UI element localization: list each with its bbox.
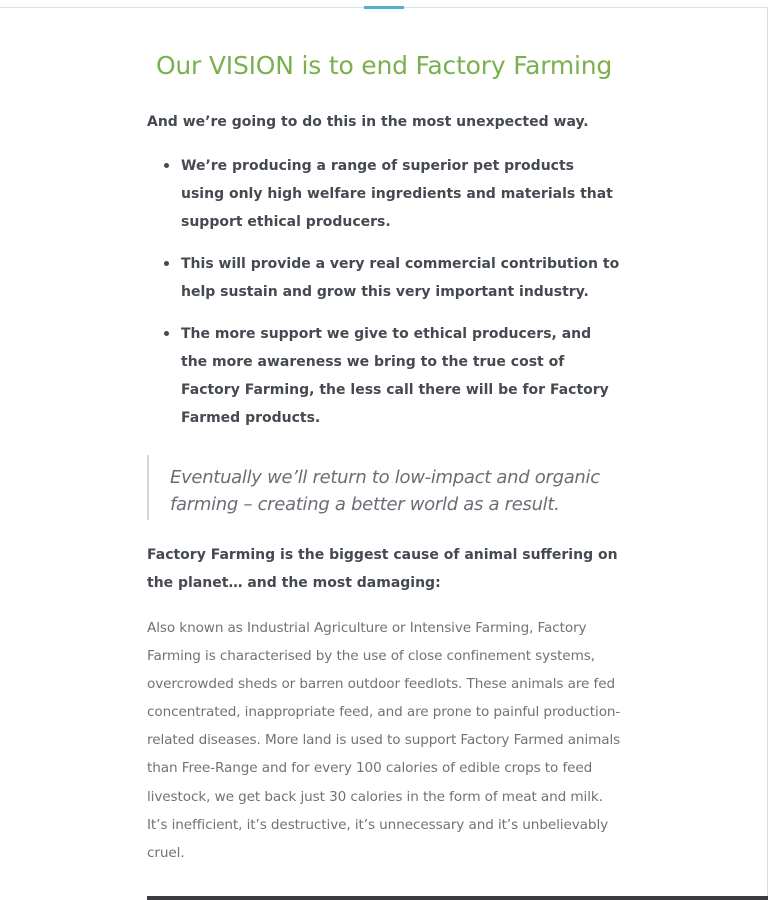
list-item-text: We’re producing a range of superior pet products using only high welfare ingredients and materials that support ethical producers.	[181, 158, 613, 230]
list-item	[147, 250, 621, 306]
list-item	[147, 152, 621, 236]
vision-bullet-list	[147, 152, 621, 446]
bullet-icon	[164, 163, 169, 168]
pull-quote-text: Eventually we’ll return to low-impact and organic farming – creating a better world as a result.	[170, 467, 600, 515]
bullet-icon	[164, 261, 169, 266]
bullet-icon	[164, 331, 169, 336]
list-item-text: The more support we give to ethical producers, and the more awareness we bring to the true cost of Factory Farming, the less call there will be for Factory Farmed products.	[181, 326, 609, 426]
page-title: Our VISION is to end Factory Farming	[155, 51, 613, 80]
section-indicator	[364, 6, 404, 9]
intro-text: And we’re going to do this in the most unexpected way.	[147, 114, 589, 130]
list-item-text: This will provide a very real commercial contribution to help sustain and grow this very important industry.	[181, 256, 620, 300]
body-paragraph: Also known as Industrial Agriculture or Intensive Farming, Factory Farming is characterised by the use of close confinement systems, overcrowded sheds or barren outdoor feedlots. These animals are fed concentrated, inappropriate feed, and are prone to painful production-related diseases. More land is used to support Factory Farmed animals than Free-Range and for every 100 calories of edible crops to feed livestock, we get back just 30 calories in the form of meat and milk. It’s inefficient, it’s destructive, it’s unnecessary and it’s unbelievably cruel.	[147, 620, 621, 861]
bottom-bar	[147, 896, 768, 900]
list-item	[147, 320, 621, 432]
section-subheading: Factory Farming is the biggest cause of animal suffering on the planet… and the most damaging:	[147, 547, 618, 591]
pull-quote	[147, 455, 621, 520]
